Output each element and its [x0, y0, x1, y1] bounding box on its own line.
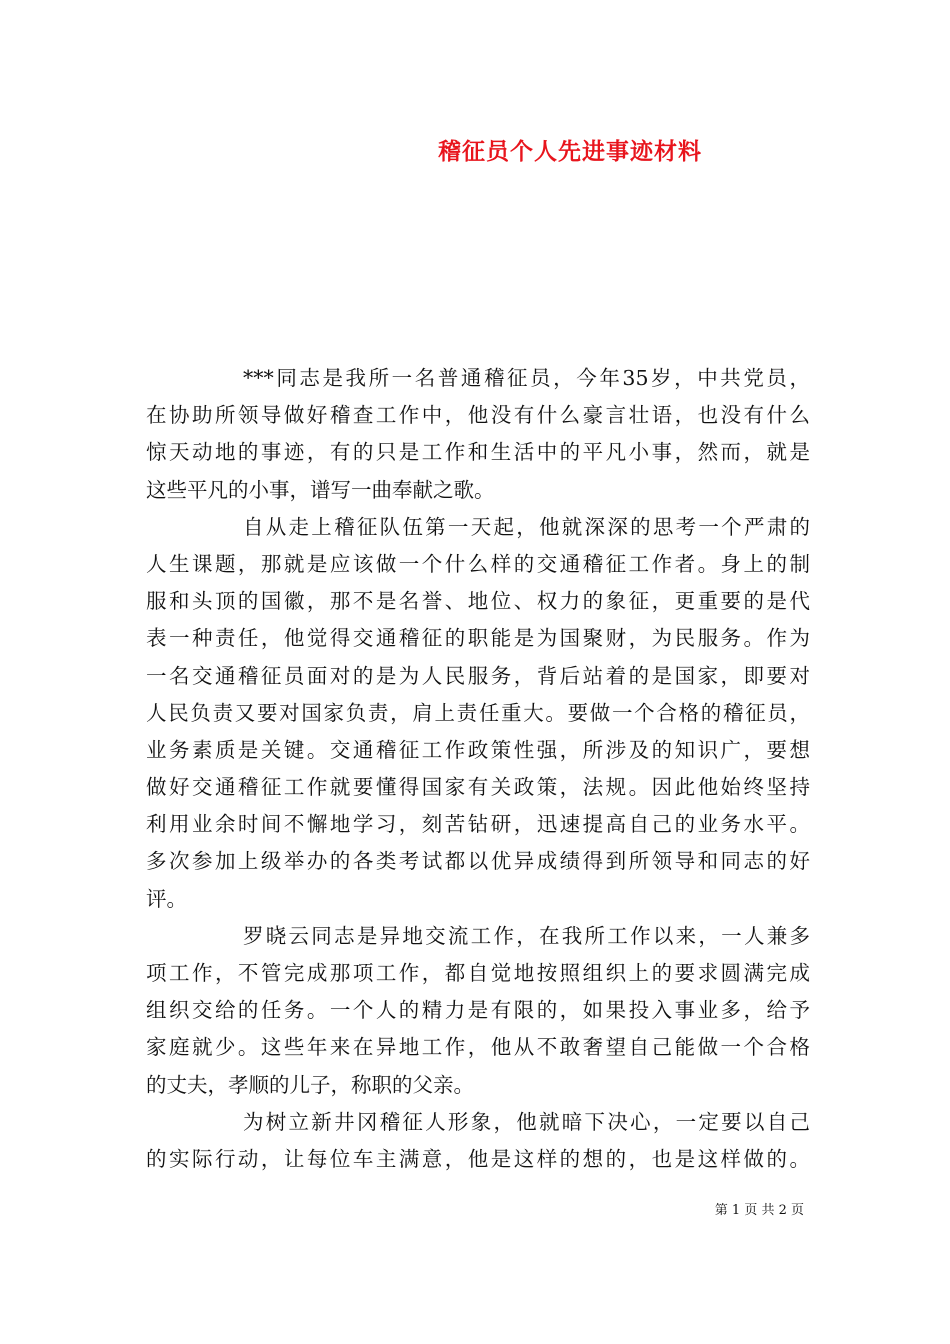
paragraph-1 [146, 360, 810, 509]
text-line: 利用业余时间不懈地学习，刻苦钻研，迅速提高自己的业务水平。 [146, 812, 810, 837]
text-line: ***同志是我所一名普通稽征员，今年35岁，中共党员， [243, 366, 810, 390]
text-line: 组织交给的任务。一个人的精力是有限的，如果投入事业多，给予 [146, 998, 810, 1023]
text-line: 家庭就少。这些年来在异地工作，他从不敢奢望自己能做一个合格 [146, 1035, 810, 1060]
text-line: 业务素质是关键。交通稽征工作政策性强，所涉及的知识广，要想 [146, 737, 810, 762]
text-line: 评。 [146, 886, 187, 911]
text-line: 服和头顶的国徽，那不是名誉、地位、权力的象征，更重要的是代 [146, 589, 810, 614]
text-line: 做好交通稽征工作就要懂得国家有关政策，法规。因此他始终坚持 [146, 775, 810, 800]
text-line: 项工作，不管完成那项工作，都自觉地按照组织上的要求圆满完成 [146, 961, 810, 985]
text-line: 这些平凡的小事，谱写一曲奉献之歌。 [146, 477, 495, 502]
text-line: 人民负责又要对国家负责，肩上责任重大。要做一个合格的稽征员， [146, 700, 810, 725]
text-line: 自从走上稽征队伍第一天起，他就深深的思考一个严肃的 [243, 514, 810, 539]
text-line: 罗晓云同志是异地交流工作，在我所工作以来，一人兼多 [243, 923, 810, 948]
text-line: 人生课题，那就是应该做一个什么样的交通稽征工作者。身上的制 [146, 551, 810, 576]
text-line: 在协助所领导做好稽查工作中，他没有什么豪言壮语，也没有什么 [146, 403, 810, 428]
text-line: 为树立新井冈稽征人形象，他就暗下决心，一定要以自己 [243, 1109, 810, 1134]
document-body [146, 360, 810, 1178]
paragraph-2 [146, 509, 810, 918]
text-line: 一名交通稽征员面对的是为人民服务，背后站着的是国家，即要对 [146, 663, 810, 688]
document-title: 稽征员个人先进事迹材料 [438, 138, 702, 165]
text-line: 的实际行动，让每位车主满意，他是这样的想的，也是这样做的。 [146, 1146, 810, 1171]
text-line: 多次参加上级举办的各类考试都以优异成绩得到所领导和同志的好 [146, 849, 810, 874]
text-line: 表一种责任，他觉得交通稽征的职能是为国聚财，为民服务。作为 [146, 626, 810, 651]
text-line: 的丈夫，孝顺的儿子，称职的父亲。 [146, 1072, 474, 1097]
text-line: 惊天动地的事迹，有的只是工作和生活中的平凡小事，然而，就是 [146, 440, 810, 465]
paragraph-4 [146, 1104, 810, 1178]
paragraph-3 [146, 918, 810, 1104]
page-footer: 第 1 页 共 2 页 [714, 1203, 804, 1218]
